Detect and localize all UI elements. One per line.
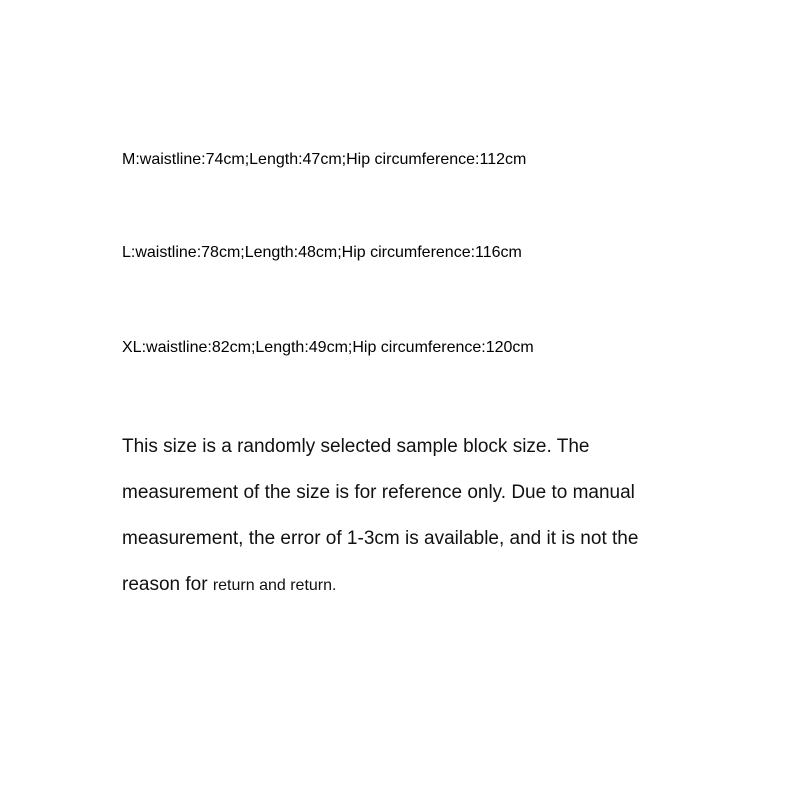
size-m-measurements: M:waistline:74cm;Length:47cm;Hip circumference:112cm bbox=[122, 151, 527, 168]
disclaimer-line-4 bbox=[122, 562, 762, 609]
disclaimer-line-4-start: reason for bbox=[122, 574, 213, 595]
disclaimer-line-4-end: return and return. bbox=[212, 577, 337, 594]
measurement-disclaimer bbox=[122, 424, 762, 609]
disclaimer-line-3: measurement, the error of 1-3cm is available, and it is not the bbox=[122, 528, 639, 549]
disclaimer-line-2: measurement of the size is for reference only. Due to manual bbox=[122, 482, 635, 503]
disclaimer-line-1: This size is a randomly selected sample block size. The bbox=[122, 436, 590, 457]
size-l-measurements: L:waistline:78cm;Length:48cm;Hip circumference:116cm bbox=[122, 244, 522, 261]
size-xl-measurements: XL:waistline:82cm;Length:49cm;Hip circumference:120cm bbox=[122, 339, 534, 356]
